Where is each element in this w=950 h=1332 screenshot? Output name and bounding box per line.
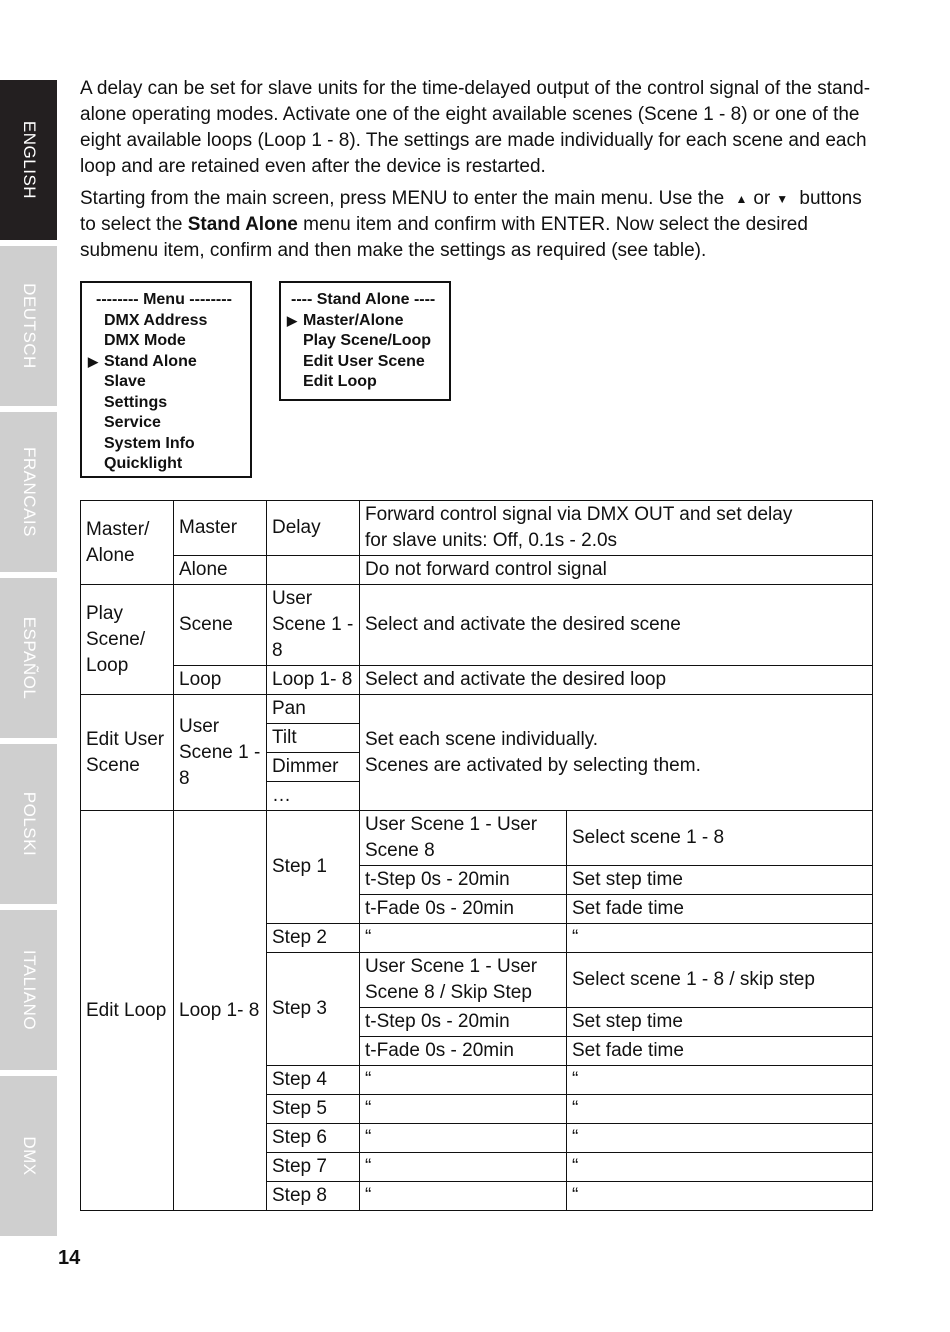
table-cell: t-Step 0s - 20min [360, 866, 567, 895]
table-cell: “ [567, 1153, 873, 1182]
table-cell: Do not forward control signal [360, 556, 873, 585]
table-cell: Scene [174, 585, 267, 666]
table-cell: Step 2 [267, 924, 360, 953]
tab-label: POLSKI [19, 791, 39, 857]
table-cell: “ [360, 1124, 567, 1153]
tab-label: DEUTSCH [19, 283, 39, 369]
table-cell: Set step time [567, 1008, 873, 1037]
table-cell: Loop [174, 666, 267, 695]
table-cell: Tilt [267, 724, 360, 753]
table-cell: Dimmer [267, 753, 360, 782]
text: buttons to select the [80, 188, 862, 235]
stand-alone-menu-box [279, 281, 451, 401]
menu-title: ---- Stand Alone ---- [291, 291, 436, 308]
menu-item: Edit Loop [303, 373, 377, 390]
table-cell: User Scene 1 - 8 [267, 585, 360, 666]
table-cell: Step 3 [267, 953, 360, 1066]
tab-label: DMX [19, 1136, 39, 1176]
table-cell: Loop 1- 8 [174, 811, 267, 1211]
table-cell: t-Step 0s - 20min [360, 1008, 567, 1037]
intro-paragraph-1: A delay can be set for slave units for the time-delayed output of the control signal of the stand-alone operating modes. Activate one of the eight available scenes (Scene 1 - 8) or one of the eight available loops (Loop 1 - 8). The settings are made individually for each scene and each loop and are retained even after the device is restarted. [80, 78, 871, 177]
table-row [81, 585, 873, 666]
table-row [81, 556, 873, 585]
table-cell [360, 501, 873, 556]
table-row [81, 666, 873, 695]
table-cell: Select scene 1 - 8 [567, 811, 873, 866]
up-arrow-icon: ▲ [735, 192, 748, 206]
table-cell: Loop 1- 8 [267, 666, 360, 695]
table-row [81, 501, 873, 556]
menu-item-selected: ▶ Master/Alone [287, 311, 439, 332]
bold-menu-name: Stand Alone [187, 214, 298, 235]
table-cell: Select scene 1 - 8 / skip step [567, 953, 873, 1008]
table-cell: User Scene 1 - 8 [174, 695, 267, 811]
tab-deutsch[interactable] [0, 246, 57, 406]
intro-paragraph-2 [80, 186, 880, 264]
table-cell: Step 1 [267, 811, 360, 924]
text: Starting from the main screen, press MENU to enter the main menu. Use the [80, 188, 725, 209]
table-cell: “ [567, 1095, 873, 1124]
page-number: 14 [58, 1247, 81, 1269]
table-cell [360, 695, 873, 811]
table-cell: Edit Loop [81, 811, 174, 1211]
table-cell: Step 4 [267, 1066, 360, 1095]
text: menu item and confirm with ENTER. Now select the desired submenu item, confirm and then make the settings as required (see table). [80, 214, 808, 261]
table-cell-empty [267, 556, 360, 585]
tab-label: FRANCAIS [19, 447, 39, 537]
table-cell: Step 5 [267, 1095, 360, 1124]
tab-italiano[interactable] [0, 910, 57, 1070]
table-cell: “ [360, 1182, 567, 1211]
tab-dmx[interactable] [0, 1076, 57, 1236]
settings-table [80, 500, 873, 1211]
table-cell: t-Fade 0s - 20min [360, 895, 567, 924]
table-cell: Set step time [567, 866, 873, 895]
tab-english[interactable] [0, 80, 57, 240]
tab-polski[interactable] [0, 744, 57, 904]
menu-item: System Info [104, 434, 195, 452]
main-menu-box [80, 281, 252, 478]
table-cell: Set fade time [567, 895, 873, 924]
table-cell: Set fade time [567, 1037, 873, 1066]
table-cell: Select and activate the desired loop [360, 666, 873, 695]
menu-item: Quicklight [104, 455, 183, 472]
text: or [753, 188, 771, 209]
table-cell: Master [174, 501, 267, 556]
table-row [81, 811, 873, 866]
cell-line: Set each scene individually. [365, 728, 599, 750]
menu-item-selected: ▶ Stand Alone [88, 352, 240, 373]
table-cell: “ [567, 1182, 873, 1211]
table-cell: Alone [174, 556, 267, 585]
menu-title: -------- Menu -------- [96, 291, 232, 308]
menu-item: DMX Address [104, 311, 208, 329]
table-cell: Pan [267, 695, 360, 724]
table-cell: User Scene 1 - User Scene 8 / Skip Step [360, 953, 567, 1008]
menu-item: Settings [104, 393, 168, 411]
table-cell: “ [360, 1066, 567, 1095]
tab-francais[interactable] [0, 412, 57, 572]
table-cell: “ [567, 924, 873, 953]
down-arrow-icon: ▼ [776, 192, 789, 206]
table-cell: “ [360, 924, 567, 953]
menu-item: Service [104, 414, 161, 431]
table-cell: Play Scene/ Loop [81, 585, 174, 695]
table-cell: Step 8 [267, 1182, 360, 1211]
menu-item: Play Scene/Loop [303, 332, 432, 349]
cell-line: Scenes are activated by selecting them. [365, 754, 701, 776]
table-cell: Step 7 [267, 1153, 360, 1182]
cell-line: for slave units: Off, 0.1s - 2.0s [365, 530, 618, 551]
table-cell: Delay [267, 501, 360, 556]
tab-label: ITALIANO [19, 949, 39, 1031]
table-cell: … [267, 782, 360, 811]
table-cell: “ [567, 1124, 873, 1153]
table-cell: “ [360, 1095, 567, 1124]
table-cell: Master/ Alone [81, 501, 174, 585]
tab-label: ESPAÑOL [19, 616, 39, 700]
table-cell: Select and activate the desired scene [360, 585, 873, 666]
cell-line: Forward control signal via DMX OUT and set delay [365, 504, 793, 525]
table-cell: Step 6 [267, 1124, 360, 1153]
tab-espanol[interactable] [0, 578, 57, 738]
table-cell: “ [360, 1153, 567, 1182]
table-cell: User Scene 1 - User Scene 8 [360, 811, 567, 866]
menu-item: Edit User Scene [303, 352, 425, 370]
table-cell: “ [567, 1066, 873, 1095]
menu-item: DMX Mode [104, 332, 186, 349]
tab-label: ENGLISH [19, 120, 39, 200]
table-row [81, 695, 873, 724]
table-cell: t-Fade 0s - 20min [360, 1037, 567, 1066]
table-cell: Edit User Scene [81, 695, 174, 811]
intro-text [80, 76, 880, 270]
menu-item: Slave [104, 373, 146, 390]
